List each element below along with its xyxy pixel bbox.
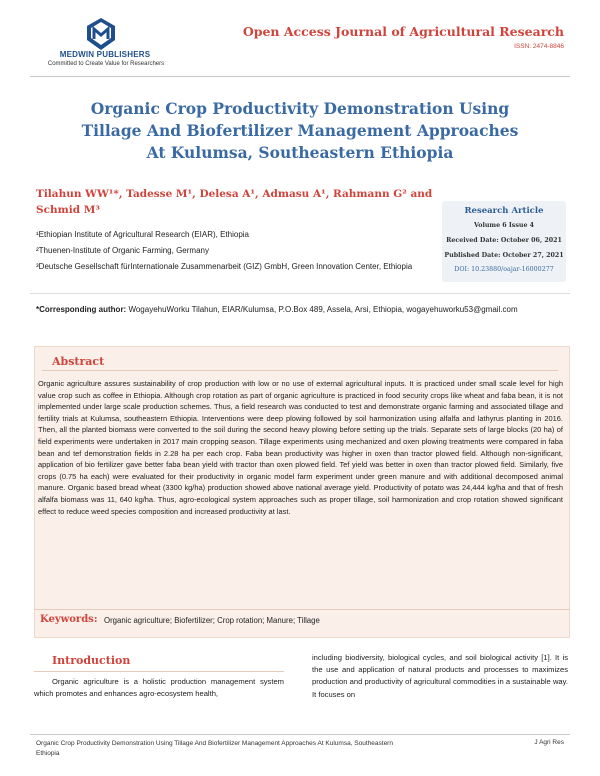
article-title: Organic Crop Productivity Demonstration Using Tillage And Biofertilizer Management Approaches At Kulumsa, Southeastern Ethiopia — [81, 99, 519, 162]
keywords-list: Organic agriculture; Biofertilizer; Crop rotation; Manure; Tillage — [104, 616, 320, 625]
abstract-header-rule — [42, 352, 558, 371]
publisher-tagline: Committed to Create Value for Researchers — [47, 61, 165, 67]
article-type: Research Article — [464, 206, 544, 216]
footer-running-title: Organic Crop Productivity Demonstration Using Tillage And Biofertilizer Management Approaches At Kulumsa, Southeastern Ethiopia — [36, 740, 393, 757]
abstract-text: Organic agriculture assures sustainability of crop production with low or no use of external agricultural inputs. It is practiced under small scale level for high value crop such as coffee in Ethiopia. Although crop rotation as part of organic agriculture is practiced in food security crops like wheat and faba bean, it is not implemented under large scale production schemes. Thus, a field research was conducted to test and demonstrate organic farming and associated tillage and fertility trials at Kulumsa, southeastern Ethiopia. Interventions were deep plowing followed by soil harmonization using alfalfa and lathyrus planting in 2016. Then, all the planted biomass were converted to the soil during the second heavy plowing before setting up the trials. Separate sets of large blocks (20 ha) of field experiments were undertaken in 2017 main cropping season. Tillage experiments using mechanized and oxen plowing treatments were compared in faba bean and tef demonstration fields in 2.28 ha per each crop. Faba bean productivity was higher in oxen than tractor plowed field. Although non-significant, application of bio fertilizer gave better faba bean yield with tractor than oxen plowed field. Tef yield was better in oxen than tractor plowed field. Similarly, five crops (0.75 ha each) were evaluated for their productivity in organic model farm experiment under green manure and with additional decomposed animal manure. Organic based bread wheat (3300 kg/ha) production showed above national average yield. Productivity of potato was 24,444 kg/ha and that of fresh alfalfa biomass was 11, 640 kg/ha. Thus, agro-ecological system approaches such as proper tillage, soil harmonization and crop rotation showed significant effect to reduce weed species composition and increased productivity at last. — [38, 379, 563, 516]
introduction-heading: Introduction — [52, 654, 131, 667]
corresponding-label: *Corresponding author: — [36, 305, 127, 314]
doi-link[interactable]: DOI: 10.23880/oajar-16000277 — [454, 266, 554, 273]
corresponding-author — [36, 303, 566, 316]
keywords-divider — [34, 609, 570, 610]
affiliation-3: ³Deutsche Gesellschaft fürInternationale Zusammenarbeit (GIZ) GmbH, Green Innovation Center, Ethiopia — [36, 262, 413, 271]
affiliation-1: ¹Ethiopian Institute of Agricultural Research (EIAR), Ethiopia — [36, 230, 249, 239]
corresponding-details: WogayehuWorku Tilahun, EIAR/Kulumsa, P.O.Box 489, Assela, Arsi, Ethiopia, wogayehuworku53@gmail.com — [126, 305, 518, 314]
keywords-label: Keywords: — [40, 614, 98, 625]
publisher-name: MEDWIN PUBLISHERS — [59, 50, 151, 59]
issn: ISSN: 2474-8846 — [514, 43, 564, 50]
affiliation-2: ²Thuenen-Institute of Organic Farming, Germany — [36, 246, 209, 255]
section-divider — [30, 293, 570, 294]
header-divider — [30, 76, 570, 77]
introduction-rule — [34, 671, 284, 672]
received-date: Received Date: October 06, 2021 — [446, 237, 562, 244]
footer-journal-abbrev: J Agri Res — [534, 739, 564, 746]
author-list: Tilahun WW¹*, Tadesse M¹, Delesa A¹, Admasu A¹, Rahmann G² and Schmid M³ — [36, 188, 433, 216]
volume-issue: Volume 6 Issue 4 — [473, 222, 535, 229]
published-date: Published Date: October 27, 2021 — [444, 252, 564, 259]
abstract-heading: Abstract — [52, 355, 105, 368]
footer-divider — [30, 734, 570, 735]
introduction-left-column: Organic agriculture is a holistic production management system which promotes and enhances agro-ecosystem health, — [34, 677, 284, 698]
introduction-right-column: including biodiversity, biological cycles, and soil biological activity [1]. It is the use and application of natural products and processes to maximizes production and productivity of agricultural commodities in a sustainable way. It focuses on — [312, 653, 568, 699]
medwin-logo-icon — [84, 16, 118, 52]
journal-title: Open Access Journal of Agricultural Research — [242, 24, 564, 39]
